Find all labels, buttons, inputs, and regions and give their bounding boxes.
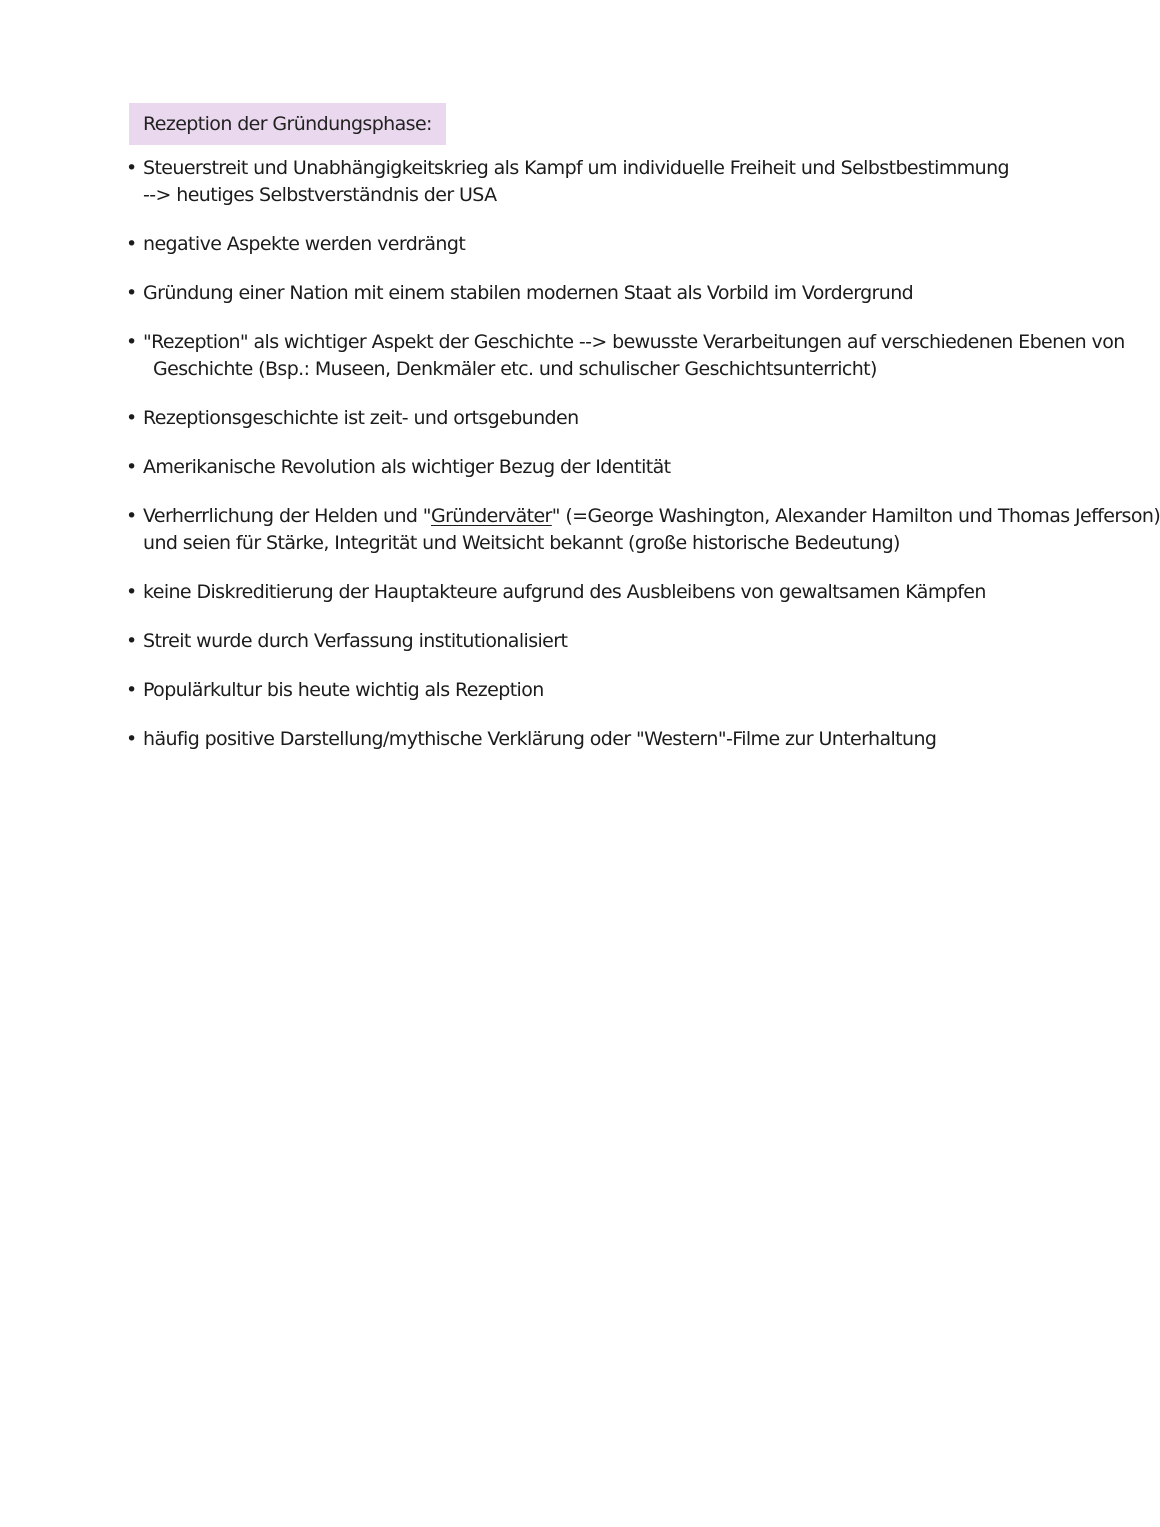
section-heading-text: Rezeption der Gründungsphase:: [143, 113, 432, 135]
list-item-text: [143, 503, 1160, 530]
list-item: [126, 726, 1026, 753]
bullet-icon: •: [126, 331, 137, 353]
list-item-text: Gründung einer Nation mit einem stabilen modernen Staat als Vorbild im Vordergrund: [143, 282, 914, 304]
list-item: [126, 579, 1026, 606]
list-item-text-continued: --> heutiges Selbstverständnis der USA: [143, 184, 497, 206]
list-item-text-end: " (=George Washington, Alexander Hamilton und Thomas Jefferson): [551, 505, 1160, 527]
bullet-icon: •: [126, 233, 137, 255]
bullet-icon: •: [126, 679, 137, 701]
bullet-icon: •: [126, 456, 137, 478]
list-item-text-continued: und seien für Stärke, Integrität und Weitsicht bekannt (große historische Bedeutung): [143, 532, 900, 554]
bullet-icon: •: [126, 407, 137, 429]
list-item: [126, 677, 1026, 704]
bullet-icon: •: [126, 157, 137, 179]
bullet-icon: •: [126, 630, 137, 652]
list-item-text: Streit wurde durch Verfassung institutionalisiert: [143, 630, 568, 652]
list-item: [126, 454, 1026, 481]
list-item-text: Rezeptionsgeschichte ist zeit- und ortsgebunden: [143, 407, 579, 429]
list-item-text: "Rezeption" als wichtiger Aspekt der Geschichte --> bewusste Verarbeitungen auf verschiedenen Ebenen von: [143, 331, 1125, 353]
list-item-text: keine Diskreditierung der Hauptakteure aufgrund des Ausbleibens von gewaltsamen Kämpfen: [143, 581, 986, 603]
bullet-icon: •: [126, 581, 137, 603]
bullet-list: [126, 155, 1160, 775]
list-item: [126, 329, 1125, 383]
section-heading: [129, 103, 446, 145]
list-item-text: Populärkultur bis heute wichtig als Rezeption: [143, 679, 544, 701]
list-item: [126, 231, 1026, 258]
list-item: [126, 280, 1026, 307]
bullet-icon: •: [126, 505, 137, 527]
list-item: [126, 155, 1026, 209]
bullet-icon: •: [126, 282, 137, 304]
list-item-text: Amerikanische Revolution als wichtiger Bezug der Identität: [143, 456, 671, 478]
list-item-text-start: Verherrlichung der Helden und ": [143, 505, 431, 527]
list-item: [126, 503, 1160, 557]
list-item-text: negative Aspekte werden verdrängt: [143, 233, 466, 255]
list-item-text: Steuerstreit und Unabhängigkeitskrieg als Kampf um individuelle Freiheit und Selbstbestimmung: [143, 157, 1009, 179]
list-item-text: häufig positive Darstellung/mythische Verklärung oder "Western"-Filme zur Unterhaltung: [143, 728, 937, 750]
underlined-term: Gründerväter: [430, 505, 552, 527]
list-item-text-continued: Geschichte (Bsp.: Museen, Denkmäler etc. und schulischer Geschichtsunterricht): [153, 358, 877, 380]
bullet-icon: •: [126, 728, 137, 750]
list-item: [126, 628, 1026, 655]
list-item: [126, 405, 1026, 432]
